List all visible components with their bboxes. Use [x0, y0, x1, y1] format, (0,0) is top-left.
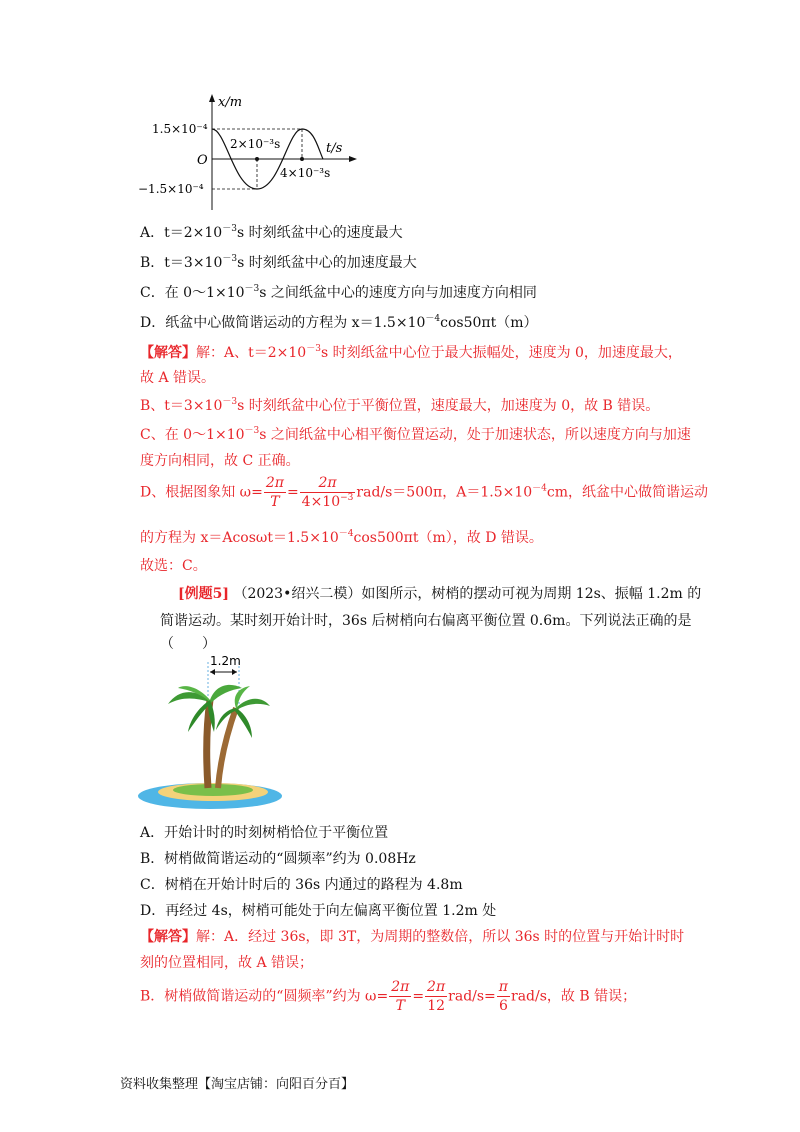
- ans1-line-c1: C、在 $0\sim 1\times 10^{-3}s$ 之间纸盆中心相平衡位置运动，处于加速状态，所以速度方向与加速: [140, 426, 691, 443]
- ans1-line-a2: 故 A 错误。: [140, 370, 216, 386]
- ans1-line-d1: D、根据图象知 ω= $\frac{2\pi}{T}$ = $\frac{2\pi}{4\times 10^{-3}}$ rad/s＝500π，$A=1.5\times 10^{-4}cm$，纸盆中心做简谐运动: [140, 475, 709, 510]
- ans2-line-a2: 刻的位置相同，故 A 错误；: [140, 955, 314, 971]
- x-axis-label: t/s: [326, 141, 343, 156]
- q1-option-b: B．$t=3\times 10^{-3}s$ 时刻纸盆中心的加速度最大: [140, 254, 417, 271]
- t-mark1-label: 2×10⁻³s: [230, 137, 281, 151]
- example-tag: [例题5]: [178, 586, 229, 602]
- amplitude-label: 1.2m: [210, 654, 241, 668]
- fraction-2pi-12: $\frac{2\pi}{12}$: [427, 979, 446, 1014]
- q2-option-c: C．树梢在开始计时后的 36s 内通过的路程为 4.8m: [140, 877, 463, 893]
- x-axis-arrow: [349, 156, 357, 162]
- palm-tree-island-illustration: [138, 648, 283, 813]
- q2-stem-line2: 简谐运动。某时刻开始计时，36s 后树梢向右偏离平衡位置 0.6m。下列说法正确的是: [160, 613, 692, 629]
- fraction-2pi-t: $\frac{2\pi}{T}$: [391, 979, 410, 1014]
- t-mark2-label: 4×10⁻³s: [280, 166, 331, 180]
- ans1-line-d2: 的方程为 $x=Acos\omega t=1.5\times 10^{-4}\cos 500\pi t(m)$，故 D 错误。: [140, 529, 543, 546]
- y-axis-label: x/m: [218, 95, 243, 110]
- q2-stem-line3: （ ）: [160, 636, 216, 652]
- fraction-pi-6: $\frac{\pi}{6}$: [498, 979, 508, 1014]
- ans1-line-a1: 【解答】解：A、$t=2\times 10^{-3}s$ 时刻纸盆中心位于最大振幅处，速度为 0，加速度最大，: [140, 344, 682, 361]
- ans2-line-a1: 【解答】解：A．经过 36s，即 3T，为周期的整数倍，所以 36s 时的位置与开始计时时: [140, 929, 685, 945]
- ans1-line-c2: 度方向相同，故 C 正确。: [140, 453, 300, 469]
- q1-option-c: C．在 $0\sim 1\times 10^{-3}s$ 之间纸盆中心的速度方向与加速度方向相同: [140, 284, 537, 301]
- displacement-time-graph: [130, 90, 360, 215]
- q2-option-d: D．再经过 4s，树梢可能处于向左偏离平衡位置 1.2m 处: [140, 903, 497, 919]
- fraction-omega-b: $\frac{2\pi}{4\times 10^{-3}}$: [301, 475, 354, 510]
- ans1-line-b: B、$t=3\times 10^{-3}s$ 时刻纸盆中心位于平衡位置，速度最大，加速度为 0，故 B 错误。: [140, 397, 660, 414]
- y-top-label: 1.5×10⁻⁴: [152, 122, 208, 136]
- origin-label: O: [197, 153, 208, 168]
- fraction-omega-a: $\frac{2\pi}{T}$: [265, 475, 284, 510]
- y-bottom-label: −1.5×10⁻⁴: [138, 182, 204, 196]
- ans1-choice: 故选：C。: [140, 558, 207, 574]
- q2-stem-line1: [例题5] （2023•绍兴二模）如图所示，树梢的摆动可视为周期 12s、振幅 1.2m 的: [178, 586, 702, 602]
- y-axis-arrow: [209, 94, 215, 102]
- ans2-line-b: B．树梢做简谐运动的“圆频率”约为 ω= $\frac{2\pi}{T}$ = $\frac{2\pi}{12}$ rad/s= $\frac{\pi}{6}$ rad/s，故 B 错误；: [140, 979, 637, 1014]
- q1-option-d: D．纸盆中心做简谐运动的方程为 $x=1.5\times 10^{-4}\cos 50\pi t(m)$: [140, 314, 538, 331]
- q2-option-a: A．开始计时的时刻树梢恰位于平衡位置: [140, 825, 389, 841]
- q2-option-b: B．树梢做简谐运动的“圆频率”约为 0.08Hz: [140, 851, 416, 867]
- page-footer: 资料收集整理【淘宝店铺：向阳百分百】: [120, 1077, 355, 1092]
- q1-option-a: A．$t=2\times 10^{-3}s$ 时刻纸盆中心的速度最大: [140, 224, 403, 241]
